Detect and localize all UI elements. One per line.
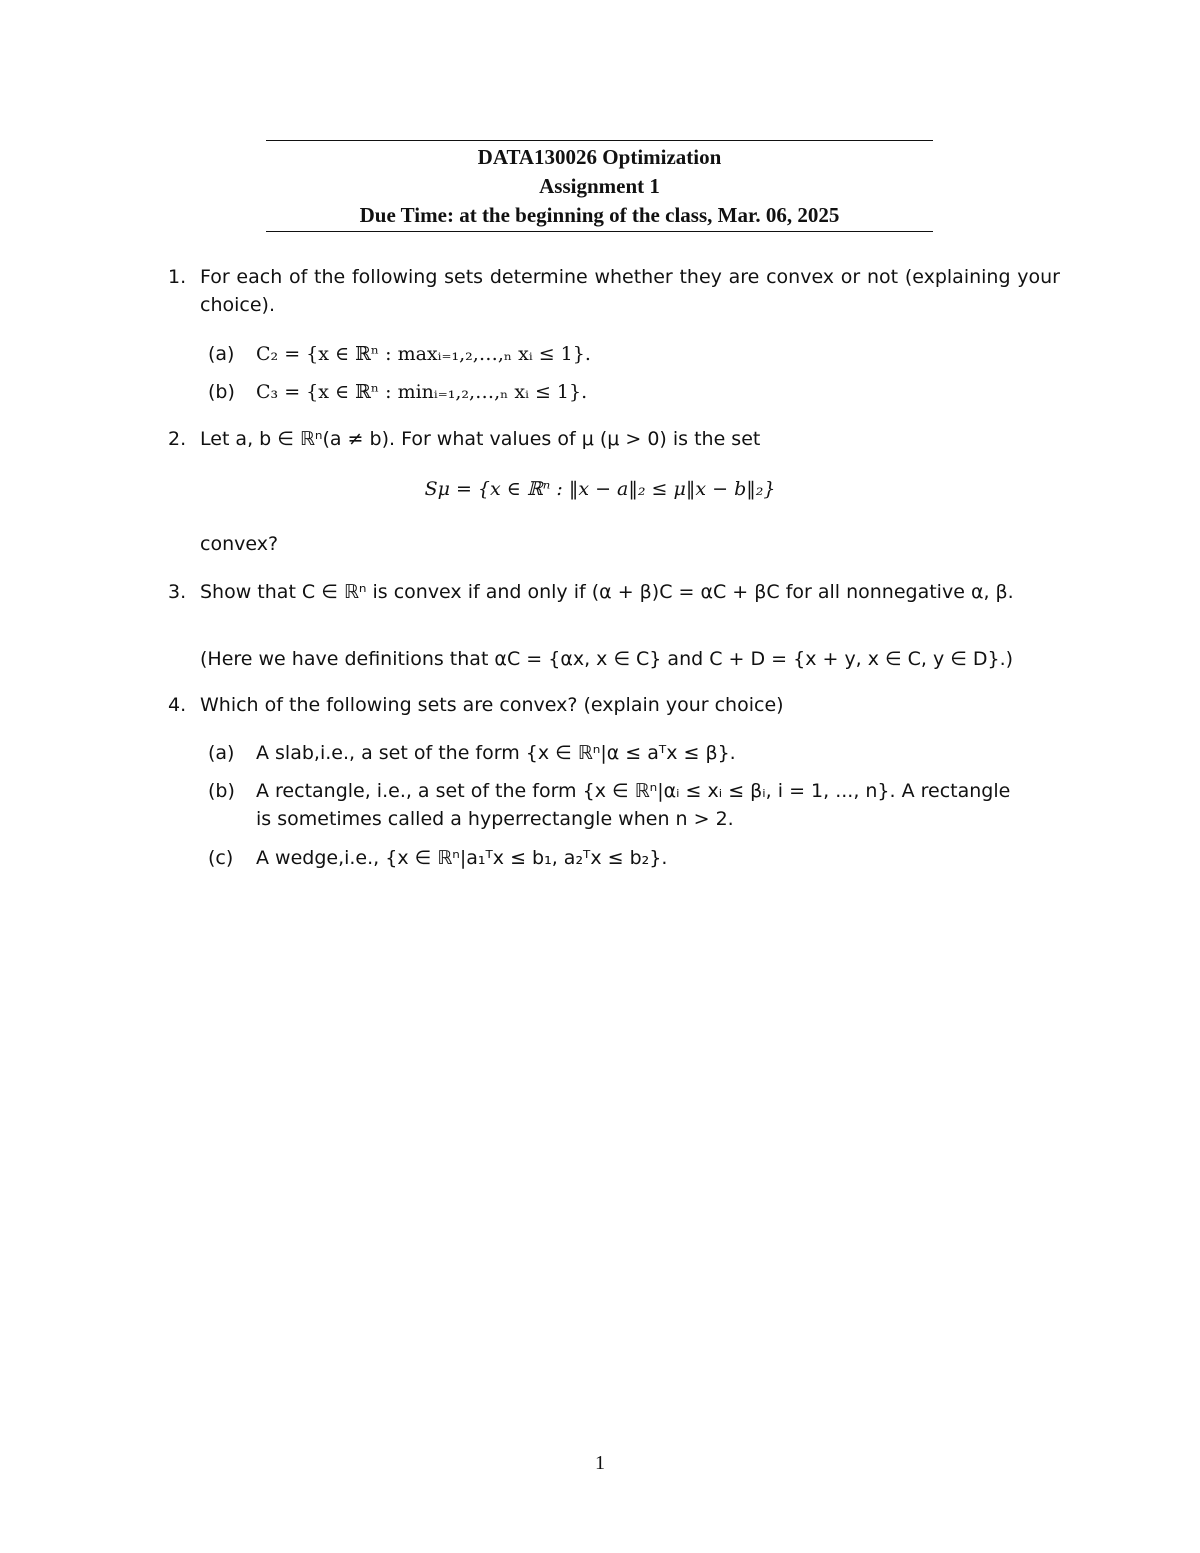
due-time: Due Time: at the beginning of the class, Mar. 06, 2025 <box>359 203 840 227</box>
problem-1 <box>168 263 1060 319</box>
problem-1a-text: C₂ = {x ∈ ℝⁿ : maxᵢ₌₁,₂,…,ₙ xᵢ ≤ 1}. <box>256 343 591 365</box>
problem-4a-label: (a) <box>208 742 235 764</box>
problem-4-number: 4. <box>168 694 187 716</box>
problem-4b-text-line1: A rectangle, i.e., a set of the form {x ∈ ℝⁿ|αᵢ ≤ xᵢ ≤ βᵢ, i = 1, ..., n}. A rectangle <box>256 780 1011 802</box>
problem-4a-text: A slab,i.e., a set of the form {x ∈ ℝⁿ|α ≤ aᵀx ≤ β}. <box>256 742 736 764</box>
problem-2-number: 2. <box>168 428 187 450</box>
problem-3-note <box>168 645 1060 673</box>
problem-1-text: For each of the following sets determine whether they are convex or not (explaining your choice). <box>200 266 1060 316</box>
problem-1b-text: C₃ = {x ∈ ℝⁿ : minᵢ₌₁,₂,…,ₙ xᵢ ≤ 1}. <box>256 381 588 403</box>
problem-2 <box>168 425 1060 453</box>
problem-2-after <box>168 530 1060 558</box>
problem-4c-text: A wedge,i.e., {x ∈ ℝⁿ|a₁ᵀx ≤ b₁, a₂ᵀx ≤ b₂}. <box>256 847 668 869</box>
problem-3-number: 3. <box>168 581 187 603</box>
assignment-title: Assignment 1 <box>539 174 660 198</box>
problem-3 <box>168 578 1060 606</box>
page-number: 1 <box>595 1452 605 1474</box>
course-title: DATA130026 Optimization <box>477 145 722 169</box>
problem-1b-label: (b) <box>208 381 235 403</box>
problem-3-note-text: (Here we have definitions that αC = {αx, x ∈ C} and C + D = {x + y, x ∈ C, y ∈ D}.) <box>200 648 1014 670</box>
problem-2-text: Let a, b ∈ ℝⁿ(a ≠ b). For what values of μ (μ > 0) is the set <box>200 428 761 450</box>
assignment-header <box>266 140 933 232</box>
problem-1-number: 1. <box>168 266 187 288</box>
problem-3-text: Show that C ∈ ℝⁿ is convex if and only if (α + β)C = αC + βC for all nonnegative α, β. <box>200 581 1014 603</box>
problem-2-display-equation: Sμ = {x ∈ ℝⁿ : ‖x − a‖₂ ≤ μ‖x − b‖₂} <box>424 478 776 500</box>
problem-1a-label: (a) <box>208 343 235 365</box>
problem-4c-label: (c) <box>208 847 234 869</box>
problem-4 <box>168 691 1060 719</box>
problem-2-after-text: convex? <box>200 533 279 555</box>
problem-4b-label: (b) <box>208 780 235 802</box>
problem-4b-text-line2: is sometimes called a hyperrectangle when n > 2. <box>256 808 734 830</box>
problem-4-text: Which of the following sets are convex? (explain your choice) <box>200 694 784 716</box>
